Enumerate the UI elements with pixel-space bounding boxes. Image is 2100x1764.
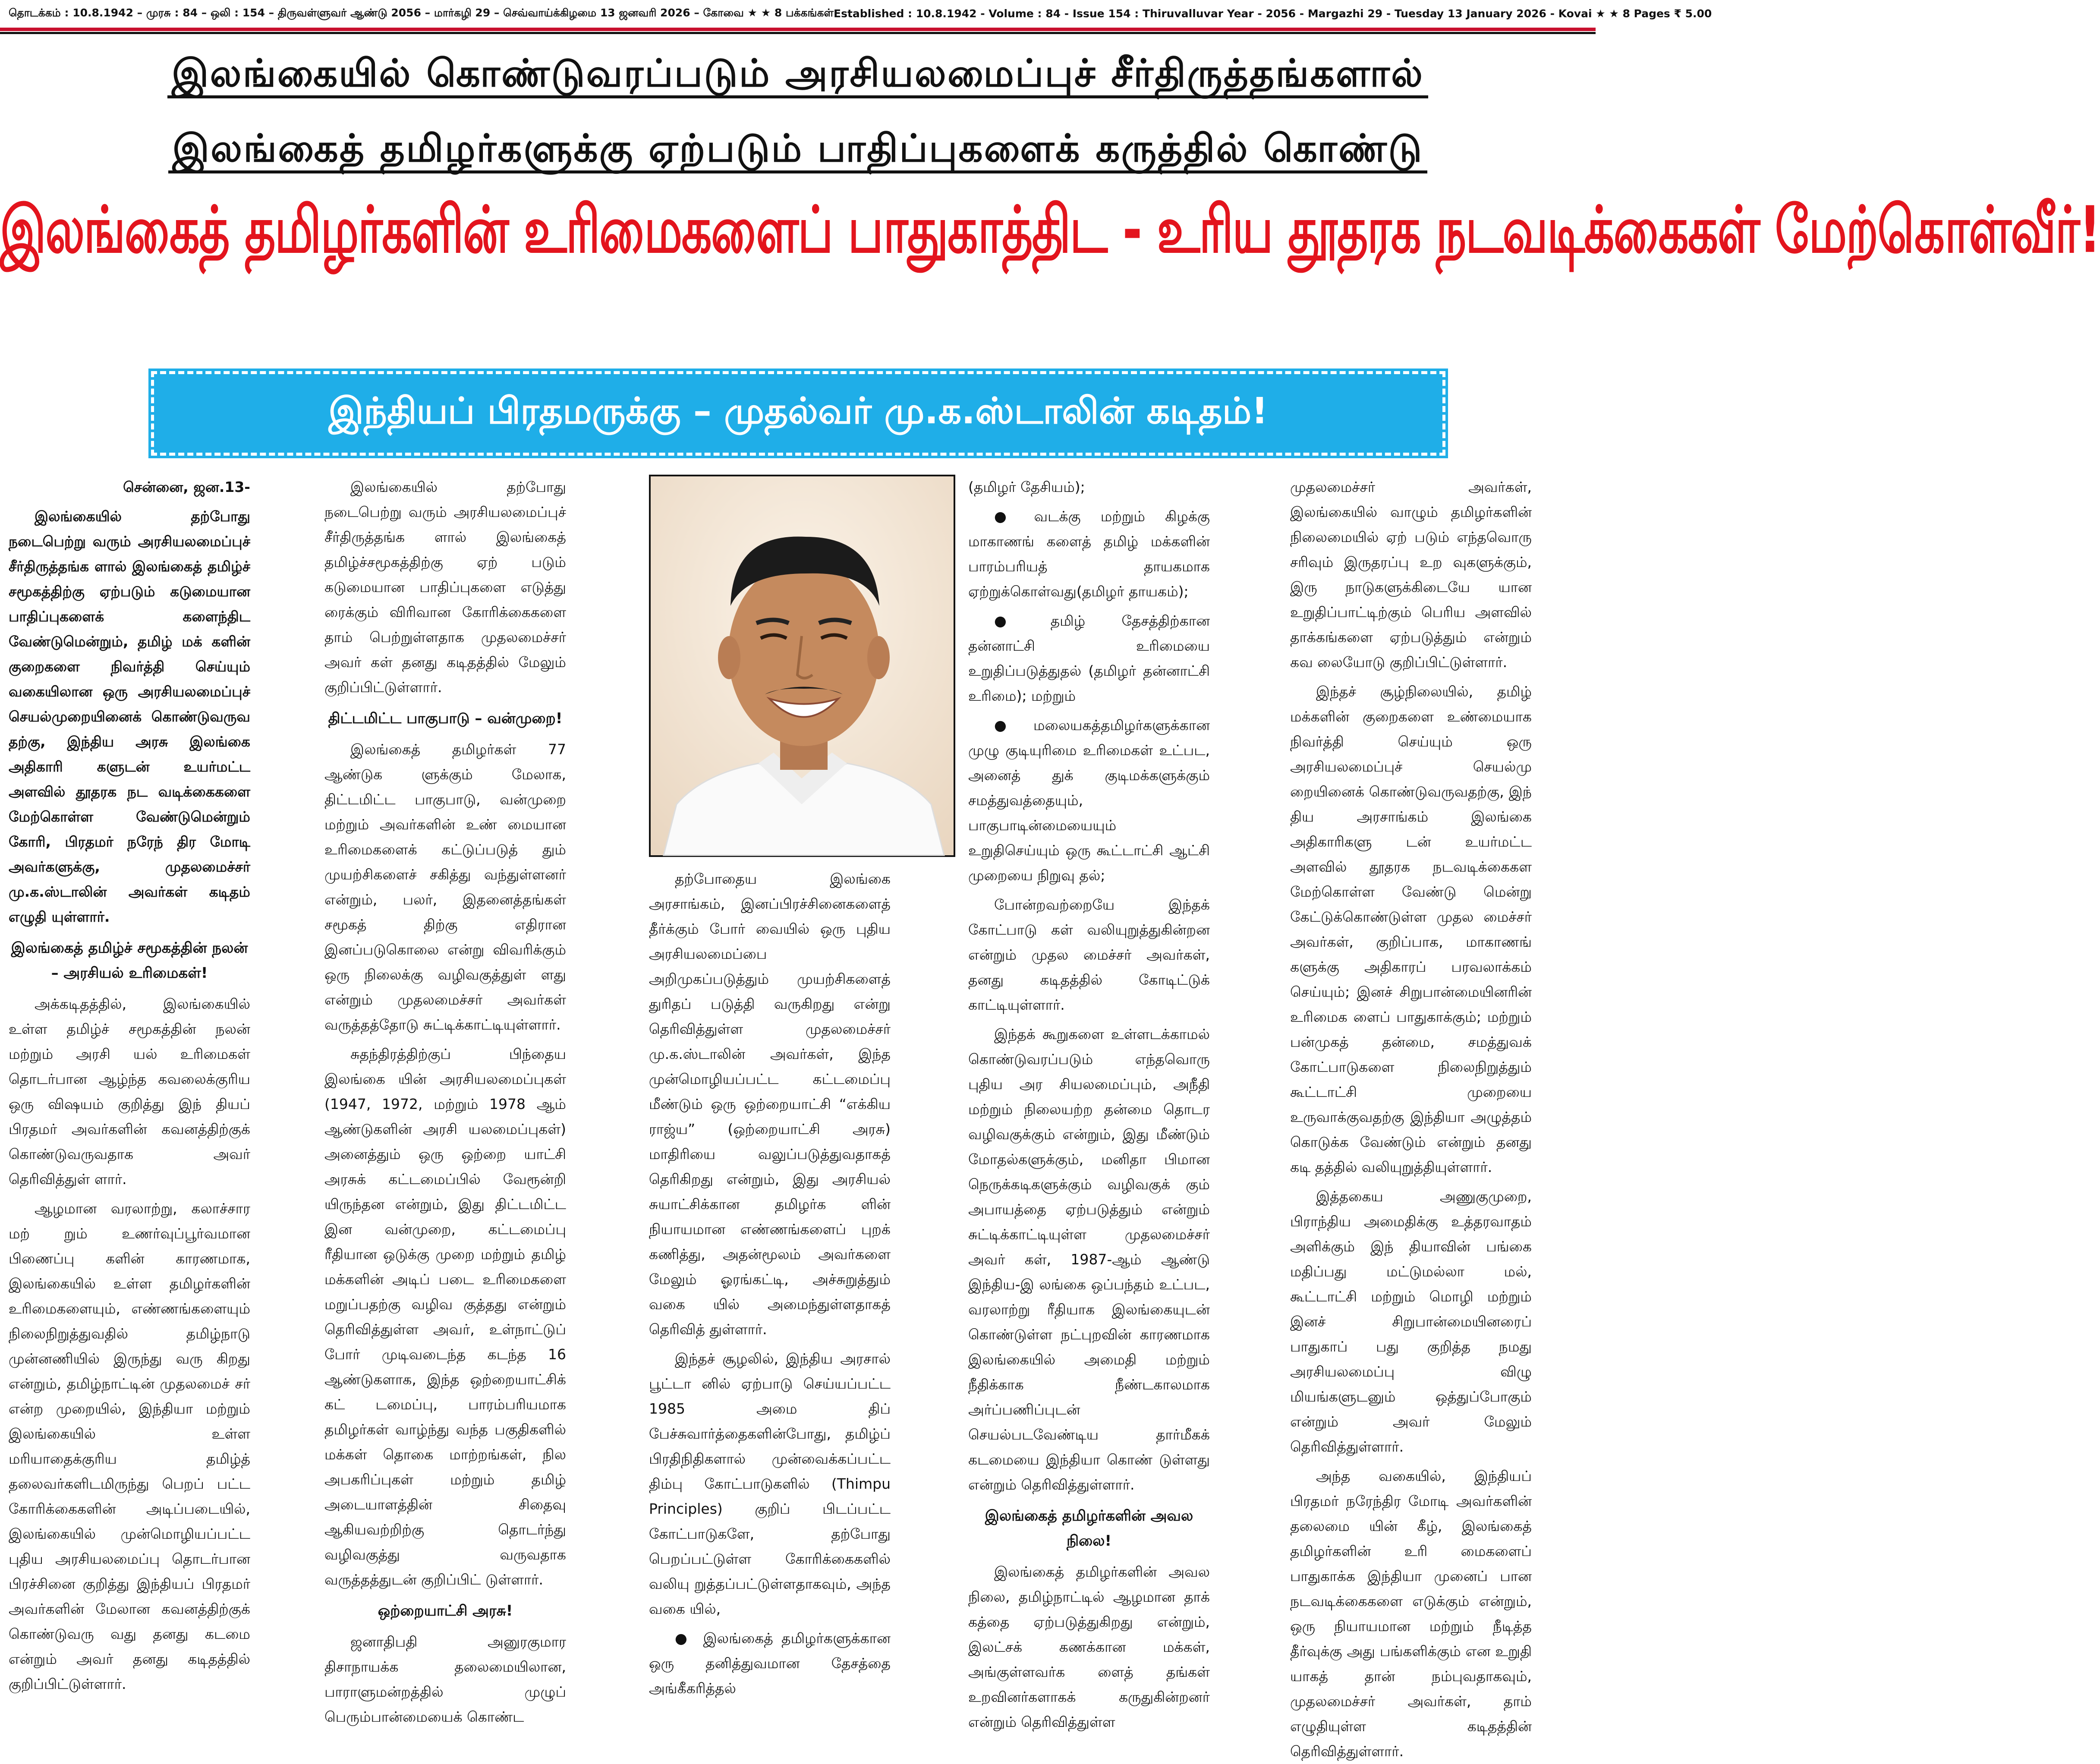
article-column-2 xyxy=(324,475,566,1725)
subheading: இலங்கைத் தமிழ்ச் சமூகத்தின் நலன் – அரசியல் உரிமைகள்! xyxy=(11,939,248,982)
masthead-english: Established : 10.8.1942 - Volume : 84 - Issue 154 : Thiruvalluvar Year - 2056 - Margazhi 29 - Tuesday 13 January 2026 - Kovai ★ ★ 8 Pages ₹ 5.00 xyxy=(834,7,1712,20)
masthead-tamil: தொடக்கம் : 10.8.1942 – முரசு : 84 – ஒலி : 154 – திருவள்ளுவர் ஆண்டு 2056 – மார்கழி 29 – செவ்வாய்க்கிழமை 13 ஜனவரி 2026 – கோவை ★ ★ 8 பக்கங்கள் xyxy=(9,6,834,19)
paragraph: இந்தக் கூறுகளை உள்ளடக்காமல் கொண்டுவரப்படும் எந்தவொரு புதிய அர சியலமைப்பும், அநீதி மற்றும் நிலையற்ற தன்மை தொடர வழிவகுக்கும் என்றும், இது மீண்டும் மோதல்களுக்கும், மனிதா பிமான நெருக்கடிகளுக்கும் வழிவகுக் கும் அபாயத்தை ஏற்படுத்தும் என்றும் சுட்டிக்காட்டியுள்ள முதலமைச்சர் அவர் கள், 1987-ஆம் ஆண்டு இந்திய-இ லங்கை ஒப்பந்தம் உட்பட, வரலாற்று ரீதியாக இலங்கையுடன் கொண்டுள்ள நட்புறவின் காரணமாக இலங்கையில் அமைதி மற்றும் நீதிக்காக நீண்டகாலமாக அர்ப்பணிப்புடன் செயல்படவேண்டிய தார்மீகக் கடமையை இந்தியா கொண் டுள்ளது என்றும் தெரிவித்துள்ளார். xyxy=(968,1026,1210,1493)
subheading: ஒற்றையாட்சி அரசு! xyxy=(378,1602,513,1619)
masthead xyxy=(0,0,1712,27)
kicker-line-2: இலங்கைத் தமிழர்களுக்கு ஏற்படும் பாதிப்புகளைக் கருத்தில் கொண்டு xyxy=(0,126,1596,176)
paragraph: போன்றவற்றையே இந்தக் கோட்பாடு கள் வலியுறுத்துகின்றன என்றும் முதல மைச்சர் அவர்கள், தனது கடிதத்தில் கோடிட்டுக் காட்டியுள்ளார். xyxy=(968,896,1210,1013)
paragraph: ஆழமான வரலாற்று, கலாச்சார மற் றும் உணர்வுப்பூர்வமான பிணைப்பு களின் காரணமாக, இலங்கையில் உள்ள தமிழர்களின் உரிமைகளையும், எண்ணங்களையும் நிலைநிறுத்துவதில் தமிழ்நாடு முன்னணியில் இருந்து வரு கிறது என்றும், தமிழ்நாட்டின் முதலமைச் சர் என்ற முறையில், இந்தியா மற்றும் இலங்கையில் உள்ள மரியாதைக்குரிய தமிழ்த் தலைவர்களிடமிருந்து பெறப் பட்ட கோரிக்கைகளின் அடிப்படையில், இலங்கையில் முன்மொழியப்பட்ட புதிய அரசியலமைப்பு தொடர்பான பிரச்சினை குறித்து இந்தியப் பிரதமர் அவர்களின் மேலான கவனத்திற்குக் கொண்டுவரு வது தனது கடமை என்றும் அவர் தனது கடிதத்தில் குறிப்பிட்டுள்ளார். xyxy=(9,1200,250,1692)
article-column-5 xyxy=(1290,475,1532,1760)
bullet-item: ● வடக்கு மற்றும் கிழக்கு மாகாணங் களைத் தமிழ் மக்களின் பாரம்பரியத் தாயகமாக ஏற்றுக்கொள்வது(தமிழர் தாயகம்); xyxy=(968,504,1210,604)
paragraph: முதலமைச்சர் அவர்கள், இலங்கையில் வாழும் தமிழர்களின் நிலைமையில் ஏற் படும் எந்தவொரு சரிவும் இருதரப்பு உற வுகளுக்கும், இரு நாடுகளுக்கிடையே யான உறுதிப்பாட்டிற்கும் பெரிய அளவில் தாக்கங்களை ஏற்படுத்தும் என்றும் கவ லையோடு குறிப்பிட்டுள்ளார். xyxy=(1290,479,1532,671)
bullet-item: ● தமிழ் தேசத்திற்கான தன்னாட்சி உரிமையை உறுதிப்படுத்துதல் (தமிழர் தன்னாட்சி உரிமை); மற்றும் xyxy=(968,608,1210,709)
dateline: சென்னை, ஜன.13- xyxy=(123,479,250,495)
lead-paragraph: இலங்கையில் தற்போது நடைபெற்று வரும் அரசியலமைப்புச் சீர்திருத்தங்க ளால் இலங்கைத் தமிழ்ச் சமூகத்திற்கு ஏற்படும் கடுமையான பாதிப்புகளைக் களைந்திட வேண்டுமென்றும், தமிழ் மக் களின் குறைகளை நிவர்த்தி செய்யும் வகையிலான ஒரு அரசியலமைப்புச் செயல்முறையினைக் கொண்டுவருவ தற்கு, இந்திய அரசு இலங்கை அதிகாரி களுடன் உயர்மட்ட அளவில் தூதரக நட வடிக்கைகளை மேற்கொள்ள வேண்டுமென்றும் கோரி, பிரதமர் நரேந் திர மோடி அவர்களுக்கு, முதலமைச்சர் மு.க.ஸ்டாலின் அவர்கள் கடிதம் எழுதி யுள்ளார். xyxy=(9,508,250,925)
masthead-rule-black xyxy=(0,32,1596,34)
main-headline: இலங்கைத் தமிழர்களின் உரிமைகளைப் பாதுகாத்திட - உரிய தூதரக நடவடிக்கைகள் மேற்கொள்வீர்! xyxy=(0,192,2100,267)
paragraph: அக்கடிதத்தில், இலங்கையில் உள்ள தமிழ்ச் சமூகத்தின் நலன் மற்றும் அரசி யல் உரிமைகள் தொடர்பான ஆழ்ந்த கவலைக்குரிய ஒரு விஷயம் குறித்து இந் தியப் பிரதமர் அவர்களின் கவனத்திற்குக் கொண்டுவருவதாக அவர் தெரிவித்துள் ளார். xyxy=(9,995,250,1188)
kicker-line-1: இலங்கையில் கொண்டுவரப்படும் அரசியலமைப்புச் சீர்திருத்தங்களால் xyxy=(0,51,1596,101)
masthead-rule-red xyxy=(0,28,1596,31)
chief-minister-photo xyxy=(649,475,955,857)
paragraph: இத்தகைய அணுகுமுறை, பிராந்திய அமைதிக்கு உத்தரவாதம் அளிக்கும் இந் தியாவின் பங்கை மதிப்பது மட்டுமல்லா மல், கூட்டாட்சி மற்றும் மொழி மற்றும் இனச் சிறுபான்மையினரைப் பாதுகாப் பது குறித்த நமது அரசியலமைப்பு விழு மியங்களுடனும் ஒத்துப்போகும் என்றும் அவர் மேலும் தெரிவித்துள்ளார். xyxy=(1290,1188,1532,1455)
article-column-1 xyxy=(9,475,250,1692)
paragraph: ஜனாதிபதி அனுரகுமார திசாநாயக்க தலைமையிலான, பாராளுமன்றத்தில் முழுப் பெரும்பான்மையைக் கொண்ட xyxy=(324,1633,566,1725)
paragraph: தற்போதைய இலங்கை அரசாங்கம், இனப்பிரச்சினைகளைத் தீர்க்கும் போர் வையில் ஒரு புதிய அரசியலமைப்பை அறிமுகப்படுத்தும் முயற்சிகளைத் துரிதப் படுத்தி வருகிறது என்று தெரிவித்துள்ள முதலமைச்சர் மு.க.ஸ்டாலின் அவர்கள், இந்த முன்மொழியப்பட்ட கட்டமைப்பு மீண்டும் ஒரு ஒற்றையாட்சி “எக்கிய ராஜ்ய” (ஒற்றையாட்சி அரசு) மாதிரியை வலுப்படுத்துவதாகத் தெரிகிறது என்றும், இது அரசியல் சுயாட்சிக்கான தமிழர்க ளின் நியாயமான எண்ணங்களைப் புறக் கணித்து, அதன்மூலம் அவர்களை மேலும் ஓரங்கட்டி, அச்சுறுத்தும் வகை யில் அமைந்துள்ளதாகத் தெரிவித் துள்ளார். xyxy=(649,870,891,1338)
portrait-illustration xyxy=(651,476,954,855)
paragraph: அந்த வகையில், இந்தியப் பிரதமர் நரேந்திர மோடி அவர்களின் தலைமை யின் கீழ், இலங்கைத் தமிழர்களின் உரி மைகளைப் பாதுகாக்க இந்தியா முனைப் பான நடவடிக்கைகளை எடுக்கும் என்றும், ஒரு நியாயமான மற்றும் நீடித்த தீர்வுக்கு அது பங்களிக்கும் என உறுதி யாகத் தான் நம்புவதாகவும், முதலமைச்சர் அவர்கள், தாம் எழுதியுள்ள கடிதத்தின் தெரிவித்துள்ளார். xyxy=(1290,1468,1532,1760)
article-column-3 xyxy=(649,866,891,1697)
bullet-item: ● மலையகத்தமிழர்களுக்கான முழு குடியுரிமை உரிமைகள் உட்பட, அனைத் துக் குடிமக்களுக்கும் சமத்துவத்தையும், பாகுபாடின்மையையும் உறுதிசெய்யும் ஒரு கூட்டாட்சி ஆட்சி முறையை நிறுவு தல்; xyxy=(968,713,1210,888)
bullet-item: ● இலங்கைத் தமிழர்களுக்கான ஒரு தனித்துவமான தேசத்தை அங்கீகரித்தல் xyxy=(649,1626,891,1701)
paragraph: இலங்கைத் தமிழர்கள் 77 ஆண்டுக ளுக்கும் மேலாக, திட்டமிட்ட பாகுபாடு, வன்முறை மற்றும் அவர்களின் உண் மையான உரிமைகளைக் கட்டுப்படுத் தும் முயற்சிகளைச் சகித்து வந்துள்ளனர் என்றும், பலர், இதனைத்தங்கள் சமூகத் திற்கு எதிரான இனப்படுகொலை என்று விவரிக்கும் ஒரு நிலைக்கு வழிவகுத்துள் ளது என்றும் முதலமைச்சர் அவர்கள் வருத்தத்தோடு சுட்டிக்காட்டியுள்ளார். xyxy=(324,741,566,1033)
article-column-4 xyxy=(968,475,1210,1730)
paragraph: இலங்கையில் தற்போது நடைபெற்று வரும் அரசியலமைப்புச் சீர்திருத்தங்க ளால் இலங்கைத் தமிழ்ச்சமூகத்திற்கு ஏற் படும் கடுமையான பாதிப்புகளை எடுத்து ரைக்கும் விரிவான கோரிக்கைகளை தாம் பெற்றுள்ளதாக முதலமைச்சர் அவர் கள் தனது கடிதத்தில் மேலும் குறிப்பிட்டுள்ளார். xyxy=(324,479,566,696)
paragraph: (தமிழர் தேசியம்); xyxy=(968,479,1085,495)
paragraph: இலங்கைத் தமிழர்களின் அவல நிலை, தமிழ்நாட்டில் ஆழமான தாக் கத்தை ஏற்படுத்துகிறது என்றும், இலட்சக் கணக்கான மக்கள், அங்குள்ளவர்க ளைத் தங்கள் உறவினர்களாகக் கருதுகின்றனர் என்றும் தெரிவித்துள்ள xyxy=(968,1563,1210,1730)
paragraph: இந்தச் சூழலில், இந்திய அரசால் பூட்டா னில் ஏற்பாடு செய்யப்பட்ட 1985 அமை திப் பேச்சுவார்த்தைகளின்போது, தமிழ்ப் பிரதிநிதிகளால் முன்வைக்கப்பட்ட திம்பு கோட்பாடுகளில் (Thimpu Principles) குறிப் பிடப்பட்ட கோட்பாடுகளே, தற்போது பெறப்பட்டுள்ள கோரிக்கைகளில் வலியு றுத்தப்பட்டுள்ளதாகவும், அந்த வகை யில், xyxy=(649,1350,891,1617)
paragraph: இந்தச் சூழ்நிலையில், தமிழ் மக்களின் குறைகளை உண்மையாக நிவர்த்தி செய்யும் ஒரு அரசியலமைப்புச் செயல்மு றையினைக் கொண்டுவருவதற்கு, இந் திய அரசாங்கம் இலங்கை அதிகாரிகளு டன் உயர்மட்ட அளவில் தூதரக நடவடிக்கைகள மேற்கொள்ள வேண்டு மென்று கேட்டுக்கொண்டுள்ள முதல மைச்சர் அவர்கள், குறிப்பாக, மாகாணங் களுக்கு அதிகாரப் பரவலாக்கம் செய்யும்; இனச் சிறுபான்மையினரின் உரிமைக ளைப் பாதுகாக்கும்; மற்றும் பன்முகத் தன்மை, சமத்துவக் கோட்பாடுகளை நிலைநிறுத்தும் கூட்டாட்சி முறையை உருவாக்குவதற்கு இந்தியா அழுத்தம் கொடுக்க வேண்டும் என்றும் தனது கடி தத்தில் வலியுறுத்தியுள்ளார். xyxy=(1290,683,1532,1175)
paragraph: சுதந்திரத்திற்குப் பிந்தைய இலங்கை யின் அரசியலமைப்புகள் (1947, 1972, மற்றும் 1978 ஆம் ஆண்டுகளின் அரசி யலமைப்புகள்) அனைத்தும் ஒரு ஒற்றை யாட்சி அரசுக் கட்டமைப்பில் வேரூன்றி யிருந்தன என்றும், இது திட்டமிட்ட இன வன்முறை, கட்டமைப்பு ரீதியான ஒடுக்கு முறை மற்றும் தமிழ் மக்களின் அடிப் படை உரிமைகளை மறுப்பதற்கு வழிவ குத்தது என்றும் தெரிவித்துள்ள அவர், உள்நாட்டுப் போர் முடிவடைந்த கடந்த 16 ஆண்டுகளாக, இந்த ஒற்றையாட்சிக் கட் டமைப்பு, பாரம்பரியமாக தமிழர்கள் வாழ்ந்து வந்த பகுதிகளில் மக்கள் தொகை மாற்றங்கள், நில அபகரிப்புகள் மற்றும் தமிழ் அடையாளத்தின் சிதைவு ஆகியவற்றிற்கு தொடர்ந்து வழிவகுத்து வருவதாக வருத்தத்துடன் குறிப்பிட் டுள்ளார். xyxy=(324,1046,566,1588)
subheading: இலங்கைத் தமிழர்களின் அவல நிலை! xyxy=(985,1507,1193,1550)
subheading: திட்டமிட்ட பாகுபாடு – வன்முறை! xyxy=(328,710,563,727)
banner-text: இந்தியப் பிரதமருக்கு – முதல்வர் மு.க.ஸ்டாலின் கடிதம்! xyxy=(328,390,1268,432)
subheadline-banner xyxy=(151,371,1445,456)
